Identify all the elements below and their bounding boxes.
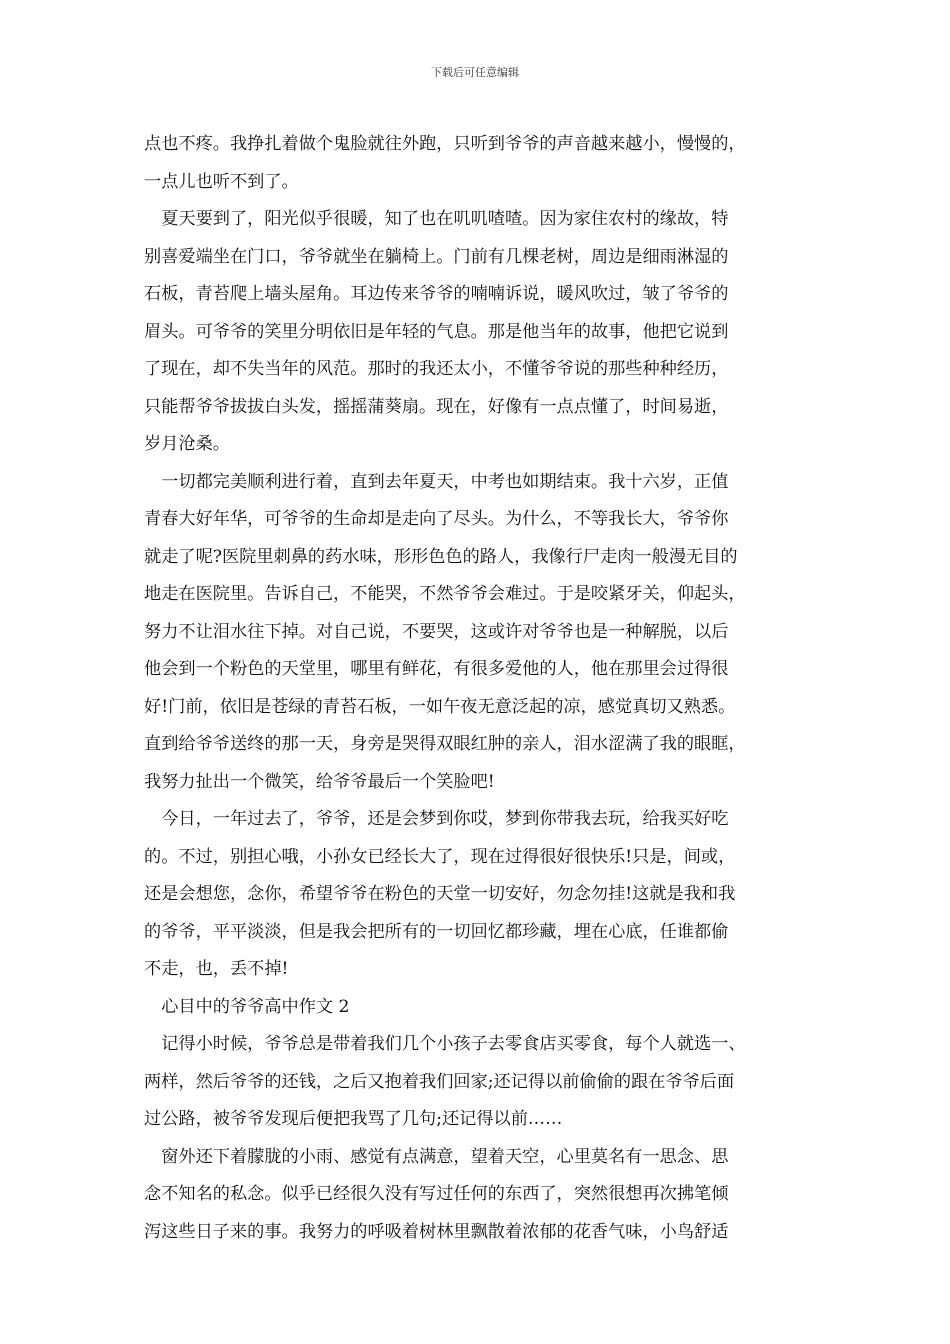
text-line: 努力不让泪水往下掉。对自己说，不要哭，这或许对爷爷也是一种解脱，以后 — [144, 621, 729, 642]
text-line: 点也不疼。我挣扎着做个鬼脸就往外跑，只听到爷爷的声音越来越小，慢慢的， — [144, 134, 746, 154]
text-line: 青春大好年华，可爷爷的生命却是走向了尽头。为什么，不等我长大，爷爷你 — [144, 509, 729, 529]
text-line: 窗外还下着朦胧的小雨、感觉有点满意，望着天空，心里莫名有一思念、思 — [144, 1146, 729, 1167]
text-line: 一点儿也听不到了。 — [144, 171, 299, 192]
text-line: 就走了呢?医院里刺鼻的药水味，形形色色的路人，我像行尸走肉一般漫无目的 — [144, 546, 738, 567]
text-line: 我努力扯出一个微笑，给爷爷最后一个笑脸吧! — [144, 771, 495, 792]
text-line: 过公路，被爷爷发现后便把我骂了几句;还记得以前…… — [144, 1109, 563, 1129]
text-line: 夏天要到了，阳光似乎很暖，知了也在叽叽喳喳。因为家住农村的缘故，特 — [144, 209, 729, 229]
text-line: 还是会想您，念你，希望爷爷在粉色的天堂一切安好，勿念勿挂!这就是我和我 — [144, 884, 736, 904]
text-line: 念不知名的私念。似乎已经很久没有写过任何的东西了，突然很想再次拂笔倾 — [144, 1184, 729, 1204]
text-line: 泻这些日子来的事。我努力的呼吸着树林里飘散着浓郁的花香气味，小鸟舒适 — [144, 1221, 729, 1242]
text-line: 今日，一年过去了，爷爷，还是会梦到你哎，梦到你带我去玩，给我买好吃 — [144, 809, 729, 829]
text-line: 记得小时候，爷爷总是带着我们几个小孩子去零食店买零食，每个人就选一、 — [144, 1034, 746, 1054]
article-body — [144, 126, 820, 1251]
text-line: 的。不过，别担心哦，小孙女已经长大了，现在过得很好很快乐!只是，间或， — [144, 846, 736, 867]
text-line: 了现在，却不失当年的风范。那时的我还太小，不懂爷爷说的那些种种经历， — [144, 359, 729, 379]
text-line: 石板，青苔爬上墙头屋角。耳边传来爷爷的喃喃诉说，暖风吹过，皱了爷爷的 — [144, 284, 729, 304]
text-line: 的爷爷，平平淡淡，但是我会把所有的一切回忆都珍藏，埋在心底，任谁都偷 — [144, 921, 729, 942]
text-line: 一切都完美顺利进行着，直到去年夏天，中考也如期结束。我十六岁，正值 — [144, 471, 729, 492]
text-line: 他会到一个粉色的天堂里，哪里有鲜花，有很多爱他的人，他在那里会过得很 — [144, 659, 729, 679]
text-line: 心目中的爷爷高中作文 2 — [144, 996, 350, 1017]
text-line: 眉头。可爷爷的笑里分明依旧是年轻的气息。那是他当年的故事，他把它说到 — [144, 321, 729, 342]
text-line: 岁月沧桑。 — [144, 434, 230, 454]
page-header: 下载后可任意编辑 — [431, 66, 519, 79]
text-line: 好!门前，依旧是苍绿的青苔石板，一如午夜无意泛起的凉，感觉真切又熟悉。 — [144, 696, 736, 717]
text-line: 只能帮爷爷拔拔白头发，摇摇蒲葵扇。现在，好像有一点点懂了，时间易逝， — [144, 396, 729, 417]
text-line: 直到给爷爷送终的那一天，身旁是哭得双眼红肿的亲人，泪水涩满了我的眼眶， — [144, 734, 746, 754]
text-line: 别喜爱端坐在门口，爷爷就坐在躺椅上。门前有几棵老树，周边是细雨淋湿的 — [144, 246, 729, 267]
text-line: 地走在医院里。告诉自己，不能哭，不然爷爷会难过。于是咬紧牙关，仰起头， — [144, 584, 746, 604]
text-line: 两样，然后爷爷的还钱，之后又抱着我们回家;还记得以前偷偷的跟在爷爷后面 — [144, 1071, 735, 1092]
text-line: 不走，也，丢不掉! — [144, 959, 289, 979]
